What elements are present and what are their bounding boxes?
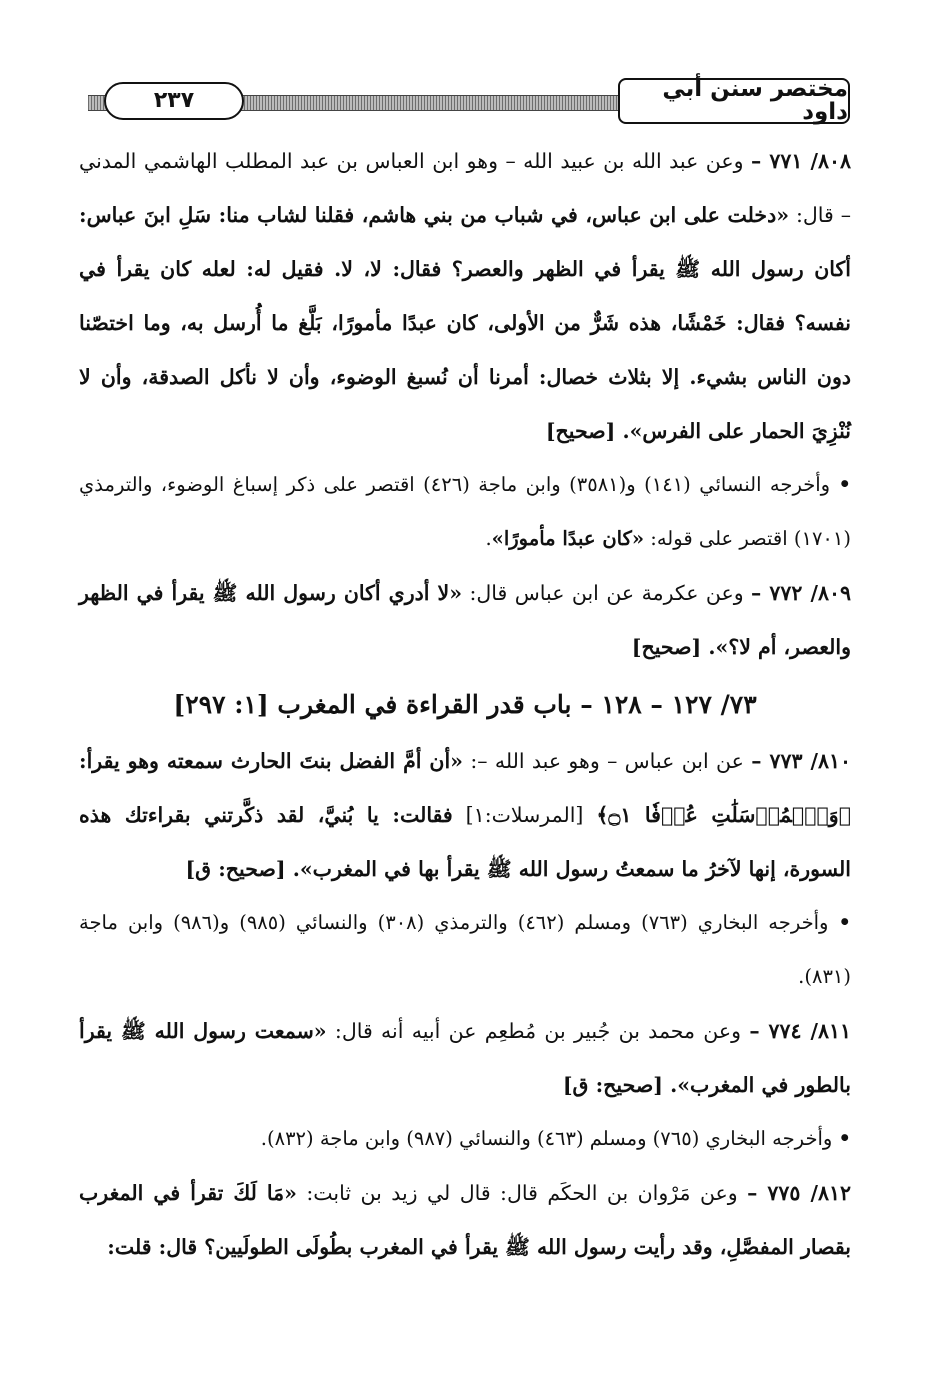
hadith-810 bbox=[79, 734, 851, 896]
page-body bbox=[79, 134, 851, 1274]
hadith-text: «دخلت على ابن عباس، في شباب من بني هاشم، فقلنا لشاب منا: سَلِ ابنَ عباس: أكان رسول الله ﷺ يقرأ في الظهر والعصر؟ فقال: لا، لا. فقيل له: لعله كان يقرأ في نفسه؟ فقال: خَمْشًا، هذه شَرٌّ من الأولى، كان عبدًا مأمورًا، بَلَّغ ما أُرسل به، وما اختصّنا دون الناس بشيء. إلا بثلاث خصال: أمرنا أن نُسبغ الوضوء، وأن لا نأكل الصدقة، وأن لا نُنْزِيَ الحمار على الفرس». bbox=[79, 203, 851, 443]
takhrij-note bbox=[79, 896, 851, 1004]
hadith-text-continued: فقالت: يا بُنيَّ، لقد ذكَّرتني بقراءتك هذه السورة، إنها لآخرُ ما سمعتُ رسول الله ﷺ يقرأ بها في المغرب». bbox=[79, 803, 851, 881]
chapter-heading: ٧٣/ ١٢٧ – ١٢٨ – باب قدر القراءة في المغرب [١: ٢٩٧] bbox=[173, 690, 757, 719]
book-title: مختصر سنن أبي داود bbox=[618, 78, 850, 124]
hadith-text: «سمعت رسول الله ﷺ يقرأ بالطور في المغرب». bbox=[79, 1019, 851, 1097]
isnad-text: وعن عبد الله بن عبيد الله – وهو ابن العباس بن عبد المطلب الهاشمي المدني – قال: bbox=[79, 149, 851, 227]
hadith-809 bbox=[79, 566, 851, 674]
bullet-icon: • bbox=[838, 473, 852, 496]
quran-reference: [المرسلات:١] bbox=[452, 803, 597, 827]
bullet-icon: • bbox=[838, 911, 851, 934]
hadith-number: ٨٠٨/ ٧٧١ – bbox=[751, 149, 852, 173]
hadith-808 bbox=[79, 134, 851, 458]
note-text: وأخرجه البخاري (٧٦٣) ومسلم (٤٦٢) والترمذي (٣٠٨) والنسائي (٩٨٥) و(٩٨٦) وابن ماجة (٨٣١). bbox=[79, 911, 851, 988]
grading: [صحيح] bbox=[545, 419, 623, 443]
isnad-text: وعن مَرْوان بن الحكَم قال: قال لي زيد بن ثابت: bbox=[296, 1181, 748, 1205]
note-text: وأخرجه النسائي (١٤١) و(٣٥٨١) وابن ماجة (٤٢٦) اقتصر على ذكر إسباغ الوضوء، والترمذي (١٧٠١) اقتصر على قوله: bbox=[79, 473, 851, 550]
hadith-text: «لا أدري أكان رسول الله ﷺ يقرأ في الظهر والعصر، أم لا؟». bbox=[79, 581, 851, 659]
running-header bbox=[88, 78, 850, 128]
hadith-811 bbox=[79, 1004, 851, 1112]
note-end: . bbox=[485, 527, 492, 550]
hadith-number: ٨١٠/ ٧٧٣ – bbox=[751, 749, 851, 773]
hadith-number: ٨٠٩/ ٧٧٢ – bbox=[751, 581, 851, 605]
hadith-number: ٨١٢/ ٧٧٥ – bbox=[747, 1181, 851, 1205]
page-number: ٢٣٧ bbox=[104, 82, 244, 120]
hadith-812 bbox=[79, 1166, 851, 1274]
grading: [صحيح: ق] bbox=[562, 1073, 671, 1097]
takhrij-note bbox=[79, 1112, 851, 1166]
isnad-text: عن ابن عباس – وهو عبد الله –: bbox=[463, 749, 752, 773]
grading: [صحيح: ق] bbox=[185, 857, 293, 881]
note-text: وأخرجه البخاري (٧٦٥) ومسلم (٤٦٣) والنسائي (٩٨٧) وابن ماجة (٨٣٢). bbox=[260, 1127, 839, 1150]
hadith-text: «مَا لَكَ تقرأ في المغرب بقصار المفصَّلِ، وقد رأيت رسول الله ﷺ يقرأ في المغرب بطُولَى الطولَيين؟ قال: قلت: bbox=[79, 1181, 851, 1259]
hadith-text: «أن أمَّ الفضل بنتَ الحارث سمعته وهو يقرأ: ﴿وَٱلۡمُرۡسَلَٰتِ عُرۡفٗا ۝١﴾ bbox=[79, 749, 851, 827]
bullet-icon: • bbox=[838, 1127, 851, 1150]
takhrij-note bbox=[79, 458, 851, 566]
isnad-text: وعن عكرمة عن ابن عباس قال: bbox=[462, 581, 752, 605]
quoted-text: «كان عبدًا مأمورًا» bbox=[491, 527, 645, 550]
grading: [صحيح] bbox=[631, 635, 709, 659]
isnad-text: وعن محمد بن جُبير بن مُطعِم عن أبيه أنه قال: bbox=[326, 1019, 750, 1043]
hadith-number: ٨١١/ ٧٧٤ – bbox=[749, 1019, 851, 1043]
